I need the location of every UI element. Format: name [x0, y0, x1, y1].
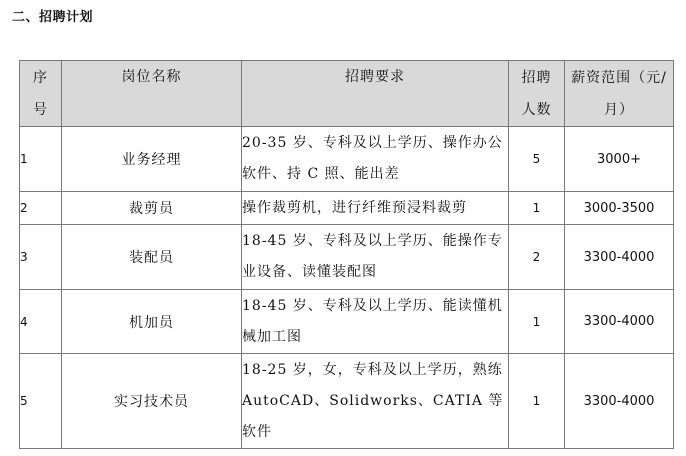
table-row: [20, 290, 674, 354]
table-row: [20, 127, 674, 192]
row-position: 裁剪员: [62, 192, 242, 225]
row-position: 业务经理: [62, 127, 242, 192]
row-no: 4: [20, 290, 62, 354]
row-requirements: 18-25 岁，女，专科及以上学历，熟练 AutoCAD、Solidworks、CATIA 等软件: [242, 354, 509, 449]
row-requirements: 操作裁剪机，进行纤维预浸料裁剪: [242, 192, 509, 225]
row-salary: 3300-4000: [565, 225, 674, 290]
row-position: 装配员: [62, 225, 242, 290]
header-count: 招聘人数: [509, 61, 565, 127]
header-requirements: 招聘要求: [242, 61, 509, 127]
row-no: 3: [20, 225, 62, 290]
header-no: 序号: [20, 61, 62, 127]
row-requirements: 20-35 岁、专科及以上学历、操作办公软件、持 C 照、能出差: [242, 127, 509, 192]
row-count: 1: [509, 354, 565, 449]
row-requirements: 18-45 岁、专科及以上学历、能读懂机械加工图: [242, 290, 509, 354]
row-position: 实习技术员: [62, 354, 242, 449]
row-position: 机加员: [62, 290, 242, 354]
row-count: 5: [509, 127, 565, 192]
row-no: 2: [20, 192, 62, 225]
table-header-row: [20, 61, 674, 127]
recruitment-plan-table: [19, 60, 674, 449]
row-salary: 3300-4000: [565, 354, 674, 449]
row-salary: 3000+: [565, 127, 674, 192]
header-position: 岗位名称: [62, 61, 242, 127]
row-count: 1: [509, 192, 565, 225]
table-row: [20, 192, 674, 225]
row-no: 5: [20, 354, 62, 449]
section-title: 二、招聘计划: [12, 10, 94, 25]
row-count: 1: [509, 290, 565, 354]
row-count: 2: [509, 225, 565, 290]
row-no: 1: [20, 127, 62, 192]
row-salary: 3300-4000: [565, 290, 674, 354]
table-row: [20, 354, 674, 449]
header-salary: 薪资范围（元/月）: [565, 61, 674, 127]
table-row: [20, 225, 674, 290]
row-salary: 3000-3500: [565, 192, 674, 225]
row-requirements: 18-45 岁、专科及以上学历、能操作专业设备、读懂装配图: [242, 225, 509, 290]
